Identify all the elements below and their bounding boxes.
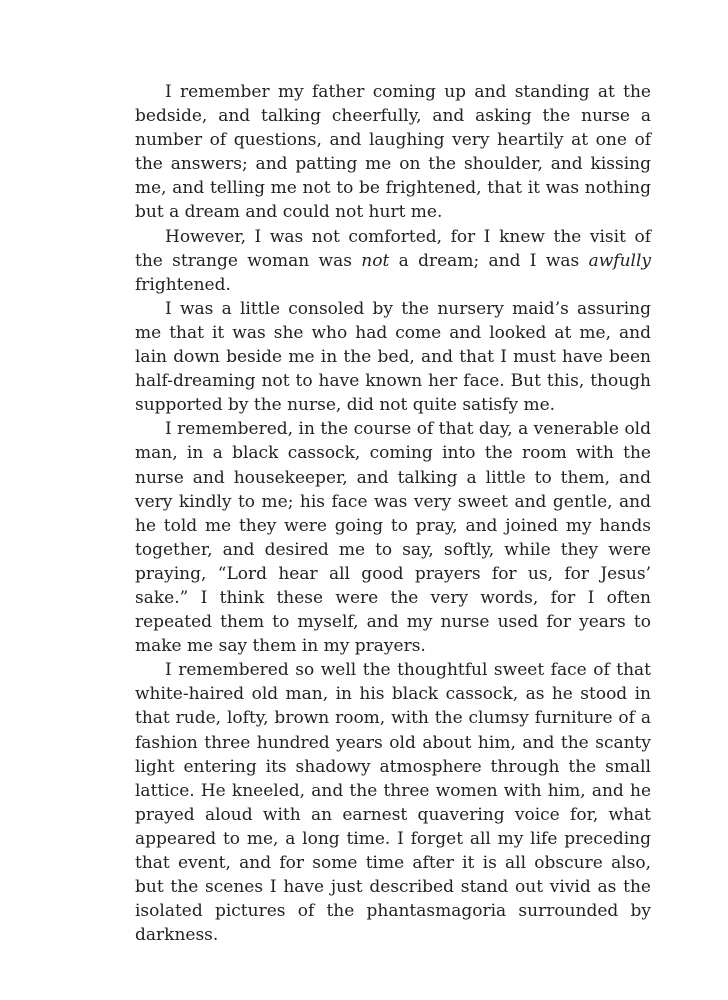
text-run: However, I was not comforted, for I knew the visit of the strange woman was bbox=[135, 226, 651, 271]
paragraph-3 bbox=[135, 297, 651, 417]
text-run: frightened. bbox=[135, 274, 231, 295]
paragraph-5 bbox=[135, 658, 651, 947]
text-run: I remembered so well the thoughtful sweet face of that white-haired old man, in his black cassock, as he stood in that rude, lofty, brown room, with the clumsy furniture of a fashion three hundred years old about him, and the scanty light entering its shadowy atmosphere through the small lattice. He kneeled, and the three women with him, and he prayed aloud with an earnest quavering voice for, what appeared to me, a long time. I forget all my life preceding that event, and for some time after it is all obscure also, but the scenes I have just described stand out vivid as the isolated pictures of the phantasmagoria surrounded by darkness. bbox=[135, 660, 651, 946]
paragraph-4 bbox=[135, 417, 651, 658]
text-run: I was a little consoled by the nursery maid’s assuring me that it was she who had come and looked at me, and lain down beside me in the bed, and that I must have been half-dreaming not to have known her face. But this, though supported by the nurse, did not quite satisfy me. bbox=[135, 298, 651, 416]
italic-emphasis: not bbox=[361, 250, 390, 271]
paragraph-1 bbox=[135, 80, 651, 225]
paragraph-2 bbox=[135, 225, 651, 297]
text-run: I remember my father coming up and standing at the bedside, and talking cheerfully, and asking the nurse a number of questions, and laughing very heartily at one of the answers; and patting me on the shoulder, and kissing me, and telling me not to be frightened, that it was nothing but a dream and could not hurt me. bbox=[135, 82, 651, 223]
text-run: a dream; and I was bbox=[389, 250, 589, 271]
text-run: I remembered, in the course of that day, a venerable old man, in a black cassock, coming into the room with the nurse and housekeeper, and talking a little to them, and very kindly to me; his face was very sweet and gentle, and he told me they were going to pray, and joined my hands together, and desired me to say, softly, while they were praying, “Lord hear all good prayers for us, for Jesus’ sake.” I think these were the very words, for I often repeated them to myself, and my nurse used for years to make me say them in my prayers. bbox=[135, 419, 651, 657]
document-page bbox=[135, 80, 651, 947]
italic-emphasis: awfully bbox=[588, 250, 651, 271]
